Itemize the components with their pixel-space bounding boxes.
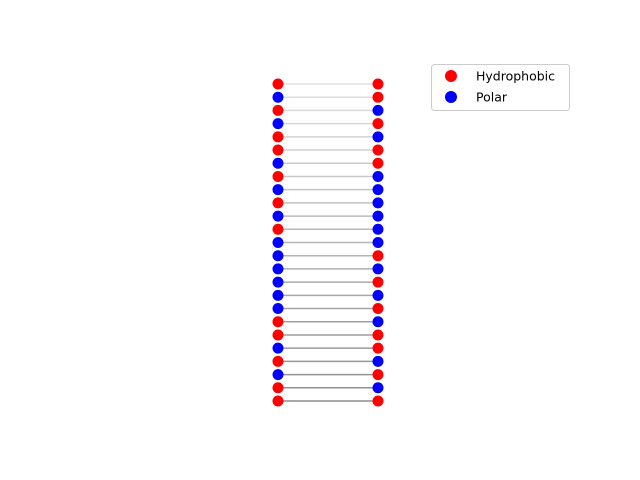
left-residue-point	[273, 329, 284, 340]
left-residue-point	[273, 131, 284, 142]
left-residue-point	[273, 79, 284, 90]
legend-label-polar: Polar	[476, 89, 508, 105]
pair-connectors	[278, 84, 378, 401]
right-residue-point	[373, 171, 384, 182]
right-residue-point	[373, 316, 384, 327]
right-residue-point	[373, 343, 384, 354]
left-residue-point	[273, 145, 284, 156]
right-residue-point	[373, 197, 384, 208]
left-residue-point	[273, 396, 284, 407]
left-residue-point	[273, 171, 284, 182]
legend-marker-polar	[445, 91, 457, 103]
right-residue-point	[373, 211, 384, 222]
right-residue-point	[373, 290, 384, 301]
right-residue-point	[373, 158, 384, 169]
right-residue-point	[373, 329, 384, 340]
left-residue-point	[273, 118, 284, 129]
left-residue-point	[273, 263, 284, 274]
right-residue-point	[373, 277, 384, 288]
left-residue-point	[273, 277, 284, 288]
legend-marker-hydrophobic	[445, 70, 457, 82]
right-residue-point	[373, 369, 384, 380]
left-residue-point	[273, 290, 284, 301]
right-residue-point	[373, 118, 384, 129]
left-residue-point	[273, 92, 284, 103]
right-residue-point	[373, 263, 384, 274]
left-residue-point	[273, 158, 284, 169]
right-residue-point	[373, 184, 384, 195]
left-residue-point	[273, 105, 284, 116]
left-residue-point	[273, 250, 284, 261]
left-residue-point	[273, 382, 284, 393]
right-residue-point	[373, 131, 384, 142]
right-residue-point	[373, 382, 384, 393]
right-residue-point	[373, 145, 384, 156]
right-residue-point	[373, 250, 384, 261]
left-residue-point	[273, 211, 284, 222]
legend-label-hydrophobic: Hydrophobic	[476, 68, 556, 84]
left-residue-point	[273, 303, 284, 314]
right-residue-point	[373, 303, 384, 314]
left-residue-point	[273, 316, 284, 327]
right-residue-point	[373, 356, 384, 367]
left-residue-point	[273, 369, 284, 380]
right-residue-point	[373, 92, 384, 103]
right-residue-point	[373, 396, 384, 407]
right-residue-point	[373, 105, 384, 116]
left-residue-point	[273, 343, 284, 354]
right-residue-point	[373, 237, 384, 248]
left-residue-point	[273, 224, 284, 235]
left-residue-point	[273, 237, 284, 248]
right-residue-point	[373, 224, 384, 235]
left-residue-point	[273, 184, 284, 195]
legend	[432, 65, 570, 111]
right-residue-point	[373, 79, 384, 90]
left-residue-point	[273, 356, 284, 367]
left-residue-point	[273, 197, 284, 208]
